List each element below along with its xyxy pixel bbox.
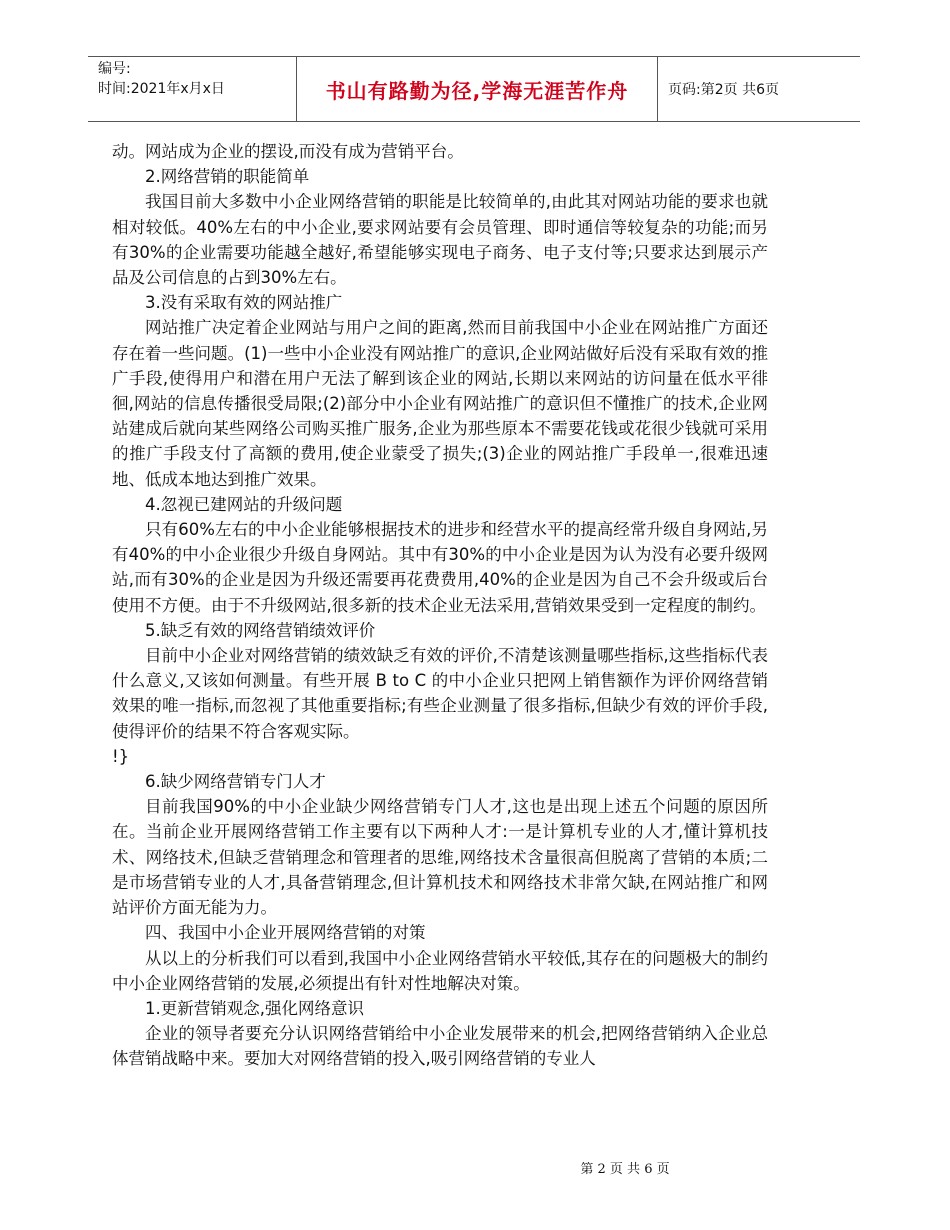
header-motto: 书山有路勤为径,学海无涯苦作舟 xyxy=(296,57,658,121)
paragraph: 动。网站成为企业的摆设,而没有成为营销平台。 xyxy=(112,142,464,161)
paragraph: 我国目前大多数中小企业网络营销的职能是比较简单的,由此其对网站功能的要求也就相对较低。40%左右的中小企业,要求网站要有会员管理、即时通信等较复杂的功能;而另有30%的企业需要功能越全越好,希望能够实现电子商务、电子支付等;只要求达到展示产品及公司信息的占到30%左右。 xyxy=(112,192,768,288)
section-heading: 3.没有采取有效的网站推广 xyxy=(145,293,343,313)
paragraph: 从以上的分析我们可以看到,我国中小企业网络营销水平较低,其存在的问题极大的制约中小企业网络营销的发展,必须提出有针对性地解决对策。 xyxy=(112,948,768,993)
document-time: 时间:2021年x月x日 xyxy=(98,81,225,97)
paragraph: !} xyxy=(112,746,130,766)
paragraph: 目前我国90%的中小企业缺少网络营销专门人才,这也是出现上述五个问题的原因所在。当前企业开展网络营销工作主要有以下两种人才:一是计算机专业的人才,懂计算机技术、网络技术,但缺乏营销理念和管理者的思维,网络技术含量很高但脱离了营销的本质;二是市场营销专业的人才,具备营销理念,但计算机技术和网络技术非常欠缺,在网站推广和网站评价方面无能为力。 xyxy=(112,797,768,918)
section-heading: 1.更新营销观念,强化网络意识 xyxy=(145,998,364,1018)
section-heading: 5.缺乏有效的网络营销绩效评价 xyxy=(145,620,376,640)
paragraph: 网站推广决定着企业网站与用户之间的距离,然而目前我国中小企业在网站推广方面还存在着一些问题。(1)一些中小企业没有网站推广的意识,企业网站做好后没有采取有效的推广手段,使得用户和潜在用户无法了解到该企业的网站,长期以来网站的访问量在低水平徘徊,网站的信息传播很受局限;(2)部分中小企业有网站推广的意识但不懂推广的技术,企业网站建成后就向某些网络公司购买推广服务,企业为那些原本不需要花钱或花很少钱就可采用的推广手段支付了高额的费用,使企业蒙受了损失;(3)企业的网站推广手段单一,很难迅速地、低成本地达到推广效果。 xyxy=(112,318,768,489)
section-heading: 4.忽视已建网站的升级问题 xyxy=(145,494,343,514)
section-heading: 6.缺少网络营销专门人才 xyxy=(145,772,326,792)
section-heading: 2.网络营销的职能简单 xyxy=(145,167,310,187)
section-heading: 四、我国中小企业开展网络营销的对策 xyxy=(145,923,426,943)
header-page-info: 页码:第2页 共6页 xyxy=(668,82,779,98)
page-header xyxy=(88,56,860,122)
document-number-label: 编号: xyxy=(98,61,131,77)
paragraph: 目前中小企业对网络营销的绩效缺乏有效的评价,不清楚该测量哪些指标,这些指标代表什么意义,又该如何测量。有些开展 B to C 的中小企业只把网上销售额作为评价网络营销效果的唯一指标,而忽视了其他重要指标;有些企业测量了很多指标,但缺少有效的评价手段,使得评价的结果不符合客观实际。 xyxy=(112,646,768,741)
paragraph: 企业的领导者要充分认识网络营销给中小企业发展带来的机会,把网络营销纳入企业总体营销战略中来。要加大对网络营销的投入,吸引网络营销的专业人 xyxy=(112,1024,768,1069)
header-meta xyxy=(88,57,296,121)
paragraph: 只有60%左右的中小企业能够根据技术的进步和经营水平的提高经常升级自身网站,另有40%的中小企业很少升级自身网站。其中有30%的中小企业是因为认为没有必要升级网站,而有30%的企业是因为升级还需要再花费费用,40%的企业是因为自己不会升级或后台使用不方便。由于不升级网站,很多新的技术企业无法采用,营销效果受到一定程度的制约。 xyxy=(112,520,768,615)
page-footer: 第 2 页 共 6 页 xyxy=(580,1162,670,1177)
document-body xyxy=(112,139,768,1072)
